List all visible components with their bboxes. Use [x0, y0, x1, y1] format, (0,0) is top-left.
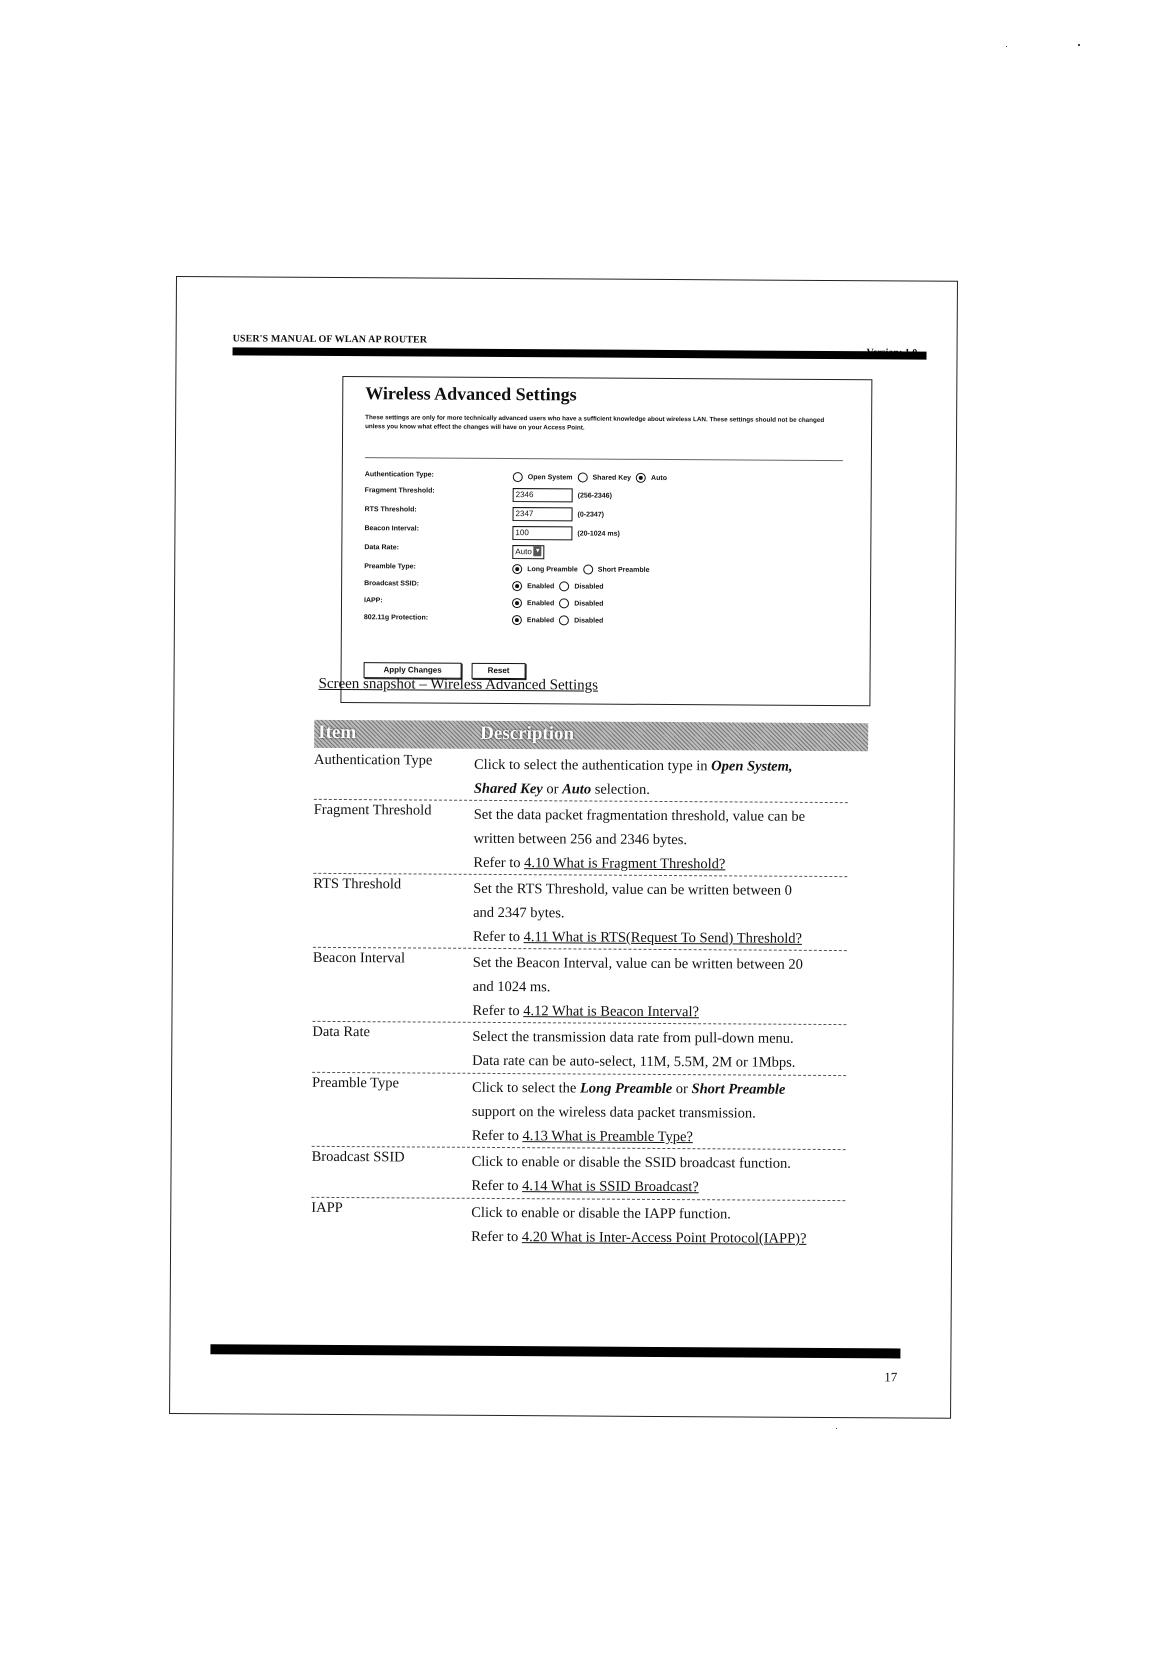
- item-authentication-type: Authentication Type: [313, 751, 433, 769]
- iapp-reference-link[interactable]: 4.20 What is Inter-Access Point Protocol(IAPP)?: [521, 1229, 807, 1247]
- long-preamble-term: Long Preamble: [579, 1080, 673, 1098]
- auth-shared-key-term: Shared Key: [473, 780, 543, 798]
- table-header: [314, 720, 868, 751]
- fragment-threshold-input[interactable]: 2346: [513, 488, 573, 502]
- frag-refer-to: Refer to: [473, 854, 525, 872]
- auth-desc-text: Click to select the authentication type in: [473, 756, 712, 775]
- ssid-enabled-radio[interactable]: [512, 581, 522, 591]
- protection-disabled-radio[interactable]: [559, 615, 569, 625]
- ssid-enabled-label: Enabled: [527, 582, 555, 590]
- dropdown-arrow-icon: ▼: [534, 546, 542, 556]
- scan-speck: [1078, 44, 1080, 46]
- desc-rts-threshold: [473, 877, 873, 951]
- iapp-refer-to: Refer to: [471, 1228, 522, 1246]
- rts-reference-link[interactable]: 4.11 What is RTS(Request To Send) Threshold?: [523, 929, 803, 947]
- header-description: Description: [480, 722, 575, 745]
- fragment-threshold-range: (256-2346): [577, 491, 612, 500]
- auth-open-system-term: Open System,: [711, 758, 793, 775]
- fragment-threshold-label: Fragment Threshold:: [364, 487, 435, 495]
- beacon-interval-label: Beacon Interval:: [364, 525, 419, 533]
- desc-preamble-type: [472, 1076, 872, 1150]
- rts-threshold-input[interactable]: 2347: [513, 507, 573, 521]
- iapp-label: IAPP:: [363, 597, 383, 605]
- auth-shared-key-radio[interactable]: [577, 472, 587, 482]
- ssid-refer-to: Refer to: [471, 1177, 523, 1195]
- protection-disabled-label: Disabled: [574, 616, 604, 625]
- auth-auto-term: Auto: [562, 781, 592, 798]
- rts-desc-line-1: Set the RTS Threshold, value can be written between 0: [473, 880, 792, 899]
- scanned-page: [169, 276, 958, 1419]
- iapp-enabled-label: Enabled: [526, 599, 555, 607]
- rate-desc-line-1: Select the transmission data rate from pull-down menu.: [472, 1028, 794, 1047]
- manual-title: USER'S MANUAL OF WLAN AP ROUTER: [232, 333, 428, 346]
- long-preamble-radio[interactable]: [512, 564, 522, 574]
- iapp-desc-line-1: Click to enable or disable the IAPP function.: [471, 1204, 731, 1223]
- item-iapp: IAPP: [311, 1199, 343, 1217]
- item-data-rate: Data Rate: [312, 1023, 371, 1041]
- preamble-refer-to: Refer to: [471, 1127, 523, 1145]
- auth-or-text: or: [542, 781, 563, 798]
- rts-threshold-label: RTS Threshold:: [364, 506, 417, 514]
- rts-refer-to: Refer to: [472, 928, 524, 946]
- broadcast-ssid-label: Broadcast SSID:: [364, 580, 420, 588]
- frag-desc-line-2: written between 256 and 2346 bytes.: [473, 830, 688, 849]
- item-fragment-threshold: Fragment Threshold: [313, 801, 432, 819]
- beacon-interval-input[interactable]: 100: [512, 526, 572, 540]
- ssid-disabled-label: Disabled: [574, 582, 604, 591]
- frag-reference-link[interactable]: 4.10 What is Fragment Threshold?: [524, 855, 726, 873]
- auth-open-system-label: Open System: [527, 473, 573, 481]
- item-rts-threshold: RTS Threshold: [313, 875, 402, 893]
- beacon-desc-line-1: Set the Beacon Interval, value can be written between 20: [472, 954, 804, 973]
- item-beacon-interval: Beacon Interval: [312, 949, 406, 967]
- snapshot-divider: [365, 457, 843, 461]
- g-protection-label: 802.11g Protection:: [363, 614, 429, 622]
- preamble-desc-line-2: support on the wireless data packet transmission.: [471, 1103, 756, 1122]
- beacon-interval-range: (20-1024 ms): [577, 529, 620, 538]
- protection-enabled-radio[interactable]: [512, 615, 522, 625]
- desc-authentication-type: [474, 753, 874, 803]
- beacon-reference-link[interactable]: 4.12 What is Beacon Interval?: [523, 1003, 699, 1021]
- item-preamble-type: Preamble Type: [312, 1074, 400, 1092]
- data-rate-selected-value: Auto: [515, 547, 532, 557]
- long-preamble-label: Long Preamble: [527, 565, 578, 573]
- auth-shared-key-label: Shared Key: [592, 474, 632, 482]
- rts-desc-line-2: and 2347 bytes.: [473, 904, 565, 922]
- auth-type-label: Authentication Type:: [364, 471, 434, 479]
- iapp-disabled-radio[interactable]: [559, 598, 569, 608]
- snapshot-title: Wireless Advanced Settings: [365, 383, 577, 405]
- data-rate-select[interactable]: [512, 545, 545, 559]
- apply-changes-button[interactable]: Apply Changes: [364, 662, 462, 679]
- short-preamble-term: Short Preamble: [691, 1081, 786, 1098]
- auth-auto-radio[interactable]: [636, 473, 646, 483]
- iapp-enabled-radio[interactable]: [512, 598, 522, 608]
- ssid-desc-line-1: Click to enable or disable the SSID broadcast function.: [471, 1153, 791, 1172]
- ssid-reference-link[interactable]: 4.14 What is SSID Broadcast?: [522, 1178, 699, 1196]
- auth-auto-label: Auto: [651, 474, 668, 482]
- iapp-disabled-label: Disabled: [574, 599, 604, 608]
- protection-enabled-label: Enabled: [526, 616, 555, 624]
- snapshot-caption: Screen snapshot – Wireless Advanced Settings: [318, 675, 599, 694]
- table-row-authentication-type: [313, 751, 868, 798]
- frag-desc-line-1: Set the data packet fragmentation threshold, value can be: [473, 806, 806, 825]
- desc-iapp: [471, 1201, 871, 1251]
- preamble-reference-link[interactable]: 4.13 What is Preamble Type?: [522, 1128, 693, 1146]
- reset-button[interactable]: Reset: [472, 663, 526, 679]
- wireless-advanced-settings-snapshot: [340, 376, 872, 706]
- scan-speck: [836, 1428, 837, 1429]
- header-rule: [233, 347, 927, 359]
- item-broadcast-ssid: Broadcast SSID: [311, 1148, 405, 1166]
- short-preamble-label: Short Preamble: [597, 566, 650, 574]
- header-item: Item: [318, 721, 357, 744]
- page-number: 17: [884, 1369, 898, 1385]
- rts-threshold-range: (0-2347): [577, 510, 605, 519]
- rate-desc-line-2: Data rate can be auto-select, 11M, 5.5M, 2M or 1Mbps.: [472, 1052, 796, 1071]
- desc-beacon-interval: [472, 951, 872, 1025]
- data-rate-label: Data Rate:: [364, 544, 399, 552]
- beacon-desc-line-2: and 1024 ms.: [472, 978, 551, 996]
- preamble-or-text: or: [672, 1081, 692, 1098]
- beacon-refer-to: Refer to: [472, 1002, 524, 1020]
- preamble-desc-text: Click to select the: [471, 1079, 581, 1097]
- ssid-disabled-radio[interactable]: [559, 581, 569, 591]
- short-preamble-radio[interactable]: [583, 564, 593, 574]
- desc-data-rate: [472, 1025, 872, 1075]
- footer-rule: [210, 1344, 900, 1358]
- auth-selection-text: selection.: [591, 781, 650, 798]
- preamble-type-label: Preamble Type:: [364, 563, 416, 571]
- scan-speck: [1006, 46, 1007, 47]
- auth-open-system-radio[interactable]: [513, 472, 523, 482]
- desc-fragment-threshold: [473, 803, 873, 877]
- desc-broadcast-ssid: [471, 1150, 871, 1200]
- snapshot-description: These settings are only for more technically advanced users who have a sufficient knowledge about wireless LAN. These settings should not be changed unless you know what effect the changes will have on your Access Point.: [365, 414, 825, 432]
